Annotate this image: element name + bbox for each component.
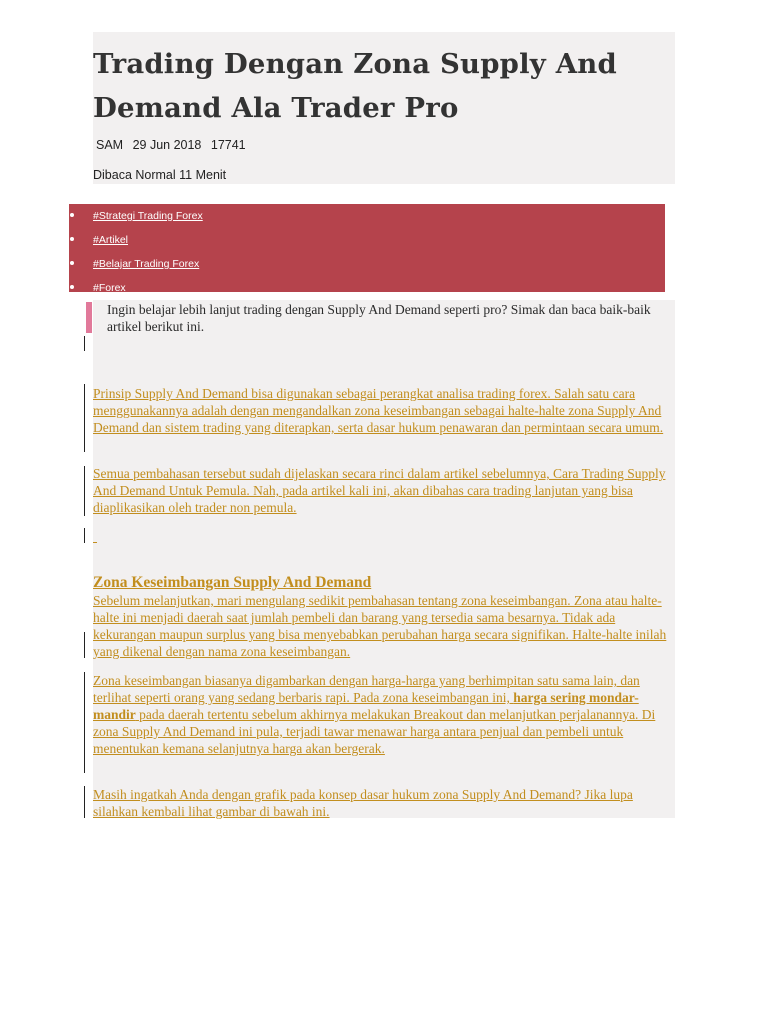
tag-link-forex[interactable]: #Forex — [93, 282, 126, 294]
intro-quote: Ingin belajar lebih lanjut trading dengan Supply And Demand seperti pro? Simak dan baca baik-baik artikel berikut ini. — [107, 302, 651, 334]
bullet-icon — [70, 261, 74, 265]
bullet-icon — [70, 237, 74, 241]
tag-link-belajar-trading-forex[interactable]: #Belajar Trading Forex — [93, 258, 200, 270]
paragraph-divider-bar — [84, 466, 85, 516]
paragraph-bold-text: harga sering mondar-mandir — [93, 690, 639, 722]
empty-link[interactable] — [93, 530, 97, 543]
author-name: SAM — [96, 138, 124, 152]
view-count: 17741 — [210, 138, 246, 152]
paragraph-divider-bar — [84, 786, 85, 818]
paragraph-link[interactable]: Masih ingatkah Anda dengan grafik pada konsep dasar hukum zona Supply And Demand? Jika lupa silahkan kembali lihat gambar di bawah ini. — [93, 787, 633, 819]
paragraph-link[interactable]: Sebelum melanjutkan, mari mengulang sedikit pembahasan tentang zona keseimbangan. Zona atau halte-halte ini menjadi daerah saat jumlah pembeli dan barang yang tersedia sama besarnya. Tidak ada kekurangan maupun surplus yang bisa menyebabkan perubahan harga secara signifikan. Halte-halte inilah yang dikenal dengan nama zona keseimbangan. — [93, 593, 667, 659]
bullet-icon — [70, 213, 74, 217]
article-title: Trading Dengan Zona Supply And Demand Ala Trader Pro — [93, 48, 617, 124]
publish-date: 29 Jun 2018 — [132, 138, 202, 152]
paragraph-divider-bar — [84, 336, 85, 351]
quote-accent-bar — [86, 302, 92, 333]
section-heading[interactable]: Zona Keseimbangan Supply And Demand — [93, 574, 372, 591]
paragraph-link[interactable]: Prinsip Supply And Demand bisa digunakan sebagai perangkat analisa trading forex. Salah satu cara menggunakannya adalah dengan mengandalkan zona keseimbangan sebagai halte-halte zona Supply And Demand dan sistem trading yang diterapkan, serta dasar hukum penawaran dan permintaan secara umum. — [93, 386, 664, 435]
paragraph-divider-bar — [84, 528, 85, 543]
paragraph-link[interactable] — [93, 672, 675, 757]
article-header — [93, 32, 675, 184]
tag-link-strategi-trading-forex[interactable]: #Strategi Trading Forex — [93, 210, 203, 222]
paragraph-link[interactable]: Semua pembahasan tersebut sudah dijelaskan secara rinci dalam artikel sebelumnya, Cara Trading Supply And Demand Untuk Pemula. Nah, pada artikel kali ini, akan dibahas cara trading lanjutan yang bisa diaplikasikan oleh trader non pemula. — [93, 466, 666, 515]
paragraph-divider-bar — [84, 632, 85, 658]
paragraph-divider-bar — [84, 672, 85, 773]
bullet-icon — [70, 285, 74, 289]
article-meta — [96, 138, 252, 152]
paragraph-divider-bar — [84, 384, 85, 452]
read-time: Dibaca Normal 11 Menit — [93, 168, 227, 182]
tag-link-artikel[interactable]: #Artikel — [93, 234, 129, 246]
paragraph-text: pada daerah tertentu sebelum akhirnya melakukan Breakout dan melanjutkan perjalanannya. Di zona Supply And Demand ini pula, terjadi tawar menawar harga antara penjual dan pembeli untuk menentukan kemana selanjutnya harga akan bergerak. — [93, 707, 656, 756]
tag-list — [69, 204, 665, 292]
paragraph-text: Zona keseimbangan biasanya digambarkan dengan harga-harga yang berhimpitan satu sama lain, dan terlihat seperti orang yang sedang berbaris rapi. Pada zona keseimbangan ini, — [93, 673, 640, 705]
